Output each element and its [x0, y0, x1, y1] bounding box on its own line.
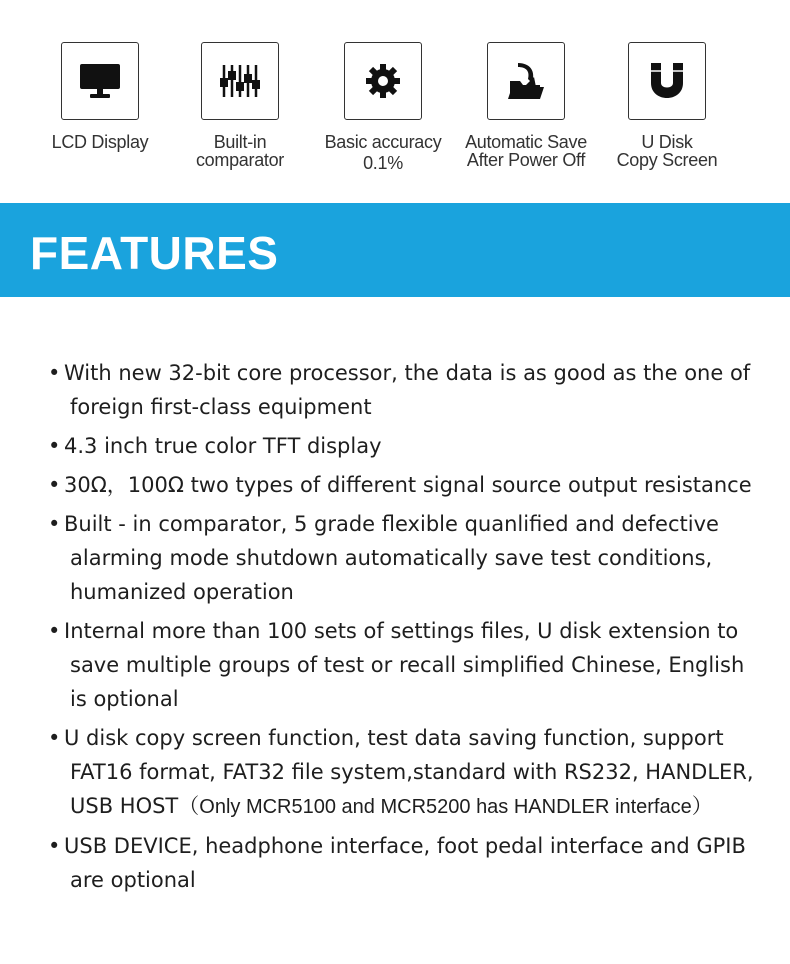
bullet: • [48, 434, 61, 458]
icon-label-line: U Disk [641, 132, 693, 152]
magnet-icon-box [628, 42, 706, 120]
icon-item-lcd-display [20, 42, 180, 151]
icon-label-line: Built-in [213, 132, 267, 152]
bullet: • [48, 726, 61, 750]
feature-line [64, 789, 768, 824]
monitor-icon-box [61, 42, 139, 120]
feature-line: save multiple groups of test or recall simplified Chinese, English [70, 653, 745, 677]
feature-item [48, 429, 768, 463]
banner-title: FEATURES [30, 227, 279, 279]
features-banner [0, 203, 790, 297]
feature-line: alarming mode shutdown automatically save test conditions, [70, 546, 713, 570]
icon-label [303, 133, 463, 172]
icon-label-line: LCD Display [51, 132, 149, 152]
feature-line: foreign first-class equipment [70, 395, 372, 419]
icon-label [160, 133, 320, 169]
icon-label-line: Basic accuracy [324, 132, 442, 152]
magnet-icon [647, 59, 687, 103]
icon-label-line: Copy Screen [616, 150, 718, 170]
feature-item [48, 356, 768, 424]
gear-icon [363, 61, 403, 101]
feature-line-suffix: ） [691, 794, 713, 818]
feature-item [48, 614, 768, 716]
icon-label-line: comparator [195, 150, 285, 170]
bullet: • [48, 834, 61, 858]
bullet: • [48, 619, 61, 643]
icon-label [20, 133, 180, 151]
feature-line: Internal more than 100 sets of settings files, U disk extension to [64, 619, 739, 643]
icon-item-auto-save [446, 42, 606, 169]
feature-item [48, 468, 768, 502]
icon-label [587, 133, 747, 169]
icon-label-line: Automatic Save [465, 132, 587, 152]
bullet: • [48, 473, 61, 497]
feature-line: USB DEVICE, headphone interface, foot pedal interface and GPIB [64, 834, 746, 858]
feature-line: are optional [70, 868, 196, 892]
feature-item [48, 507, 768, 609]
save-folder-icon [504, 59, 548, 103]
feature-line: FAT16 format, FAT32 file system,standard with RS232, HANDLER, [70, 760, 754, 784]
feature-line: With new 32-bit core processor, the data is as good as the one of [64, 361, 751, 385]
feature-line-prefix: USB HOST（ [70, 794, 200, 818]
feature-line: is optional [70, 687, 179, 711]
comparator-icon-box [201, 42, 279, 120]
feature-line: humanized operation [70, 580, 294, 604]
feature-item [48, 829, 768, 897]
icon-label-line: 0.1% [363, 153, 403, 173]
icon-label-line: After Power Off [466, 150, 586, 170]
icon-label [446, 133, 606, 169]
icon-item-comparator [160, 42, 320, 169]
save-folder-icon-box [487, 42, 565, 120]
feature-line: 30Ω，100Ω two types of different signal source output resistance [64, 473, 752, 497]
icon-item-accuracy [303, 42, 463, 172]
feature-line-note: Only MCR5100 and MCR5200 has HANDLER interface [199, 796, 692, 818]
feature-item [48, 721, 768, 824]
features-list [48, 356, 768, 902]
feature-line: 4.3 inch true color TFT display [64, 434, 382, 458]
comparator-icon [218, 61, 262, 101]
feature-icons-row [0, 0, 790, 203]
bullet: • [48, 512, 61, 536]
icon-item-udisk-copy [587, 42, 747, 169]
feature-line: Built - in comparator, 5 grade flexible quanlified and defective [64, 512, 719, 536]
bullet: • [48, 361, 61, 385]
monitor-icon [78, 61, 122, 101]
gear-icon-box [344, 42, 422, 120]
feature-line: U disk copy screen function, test data saving function, support [64, 726, 724, 750]
